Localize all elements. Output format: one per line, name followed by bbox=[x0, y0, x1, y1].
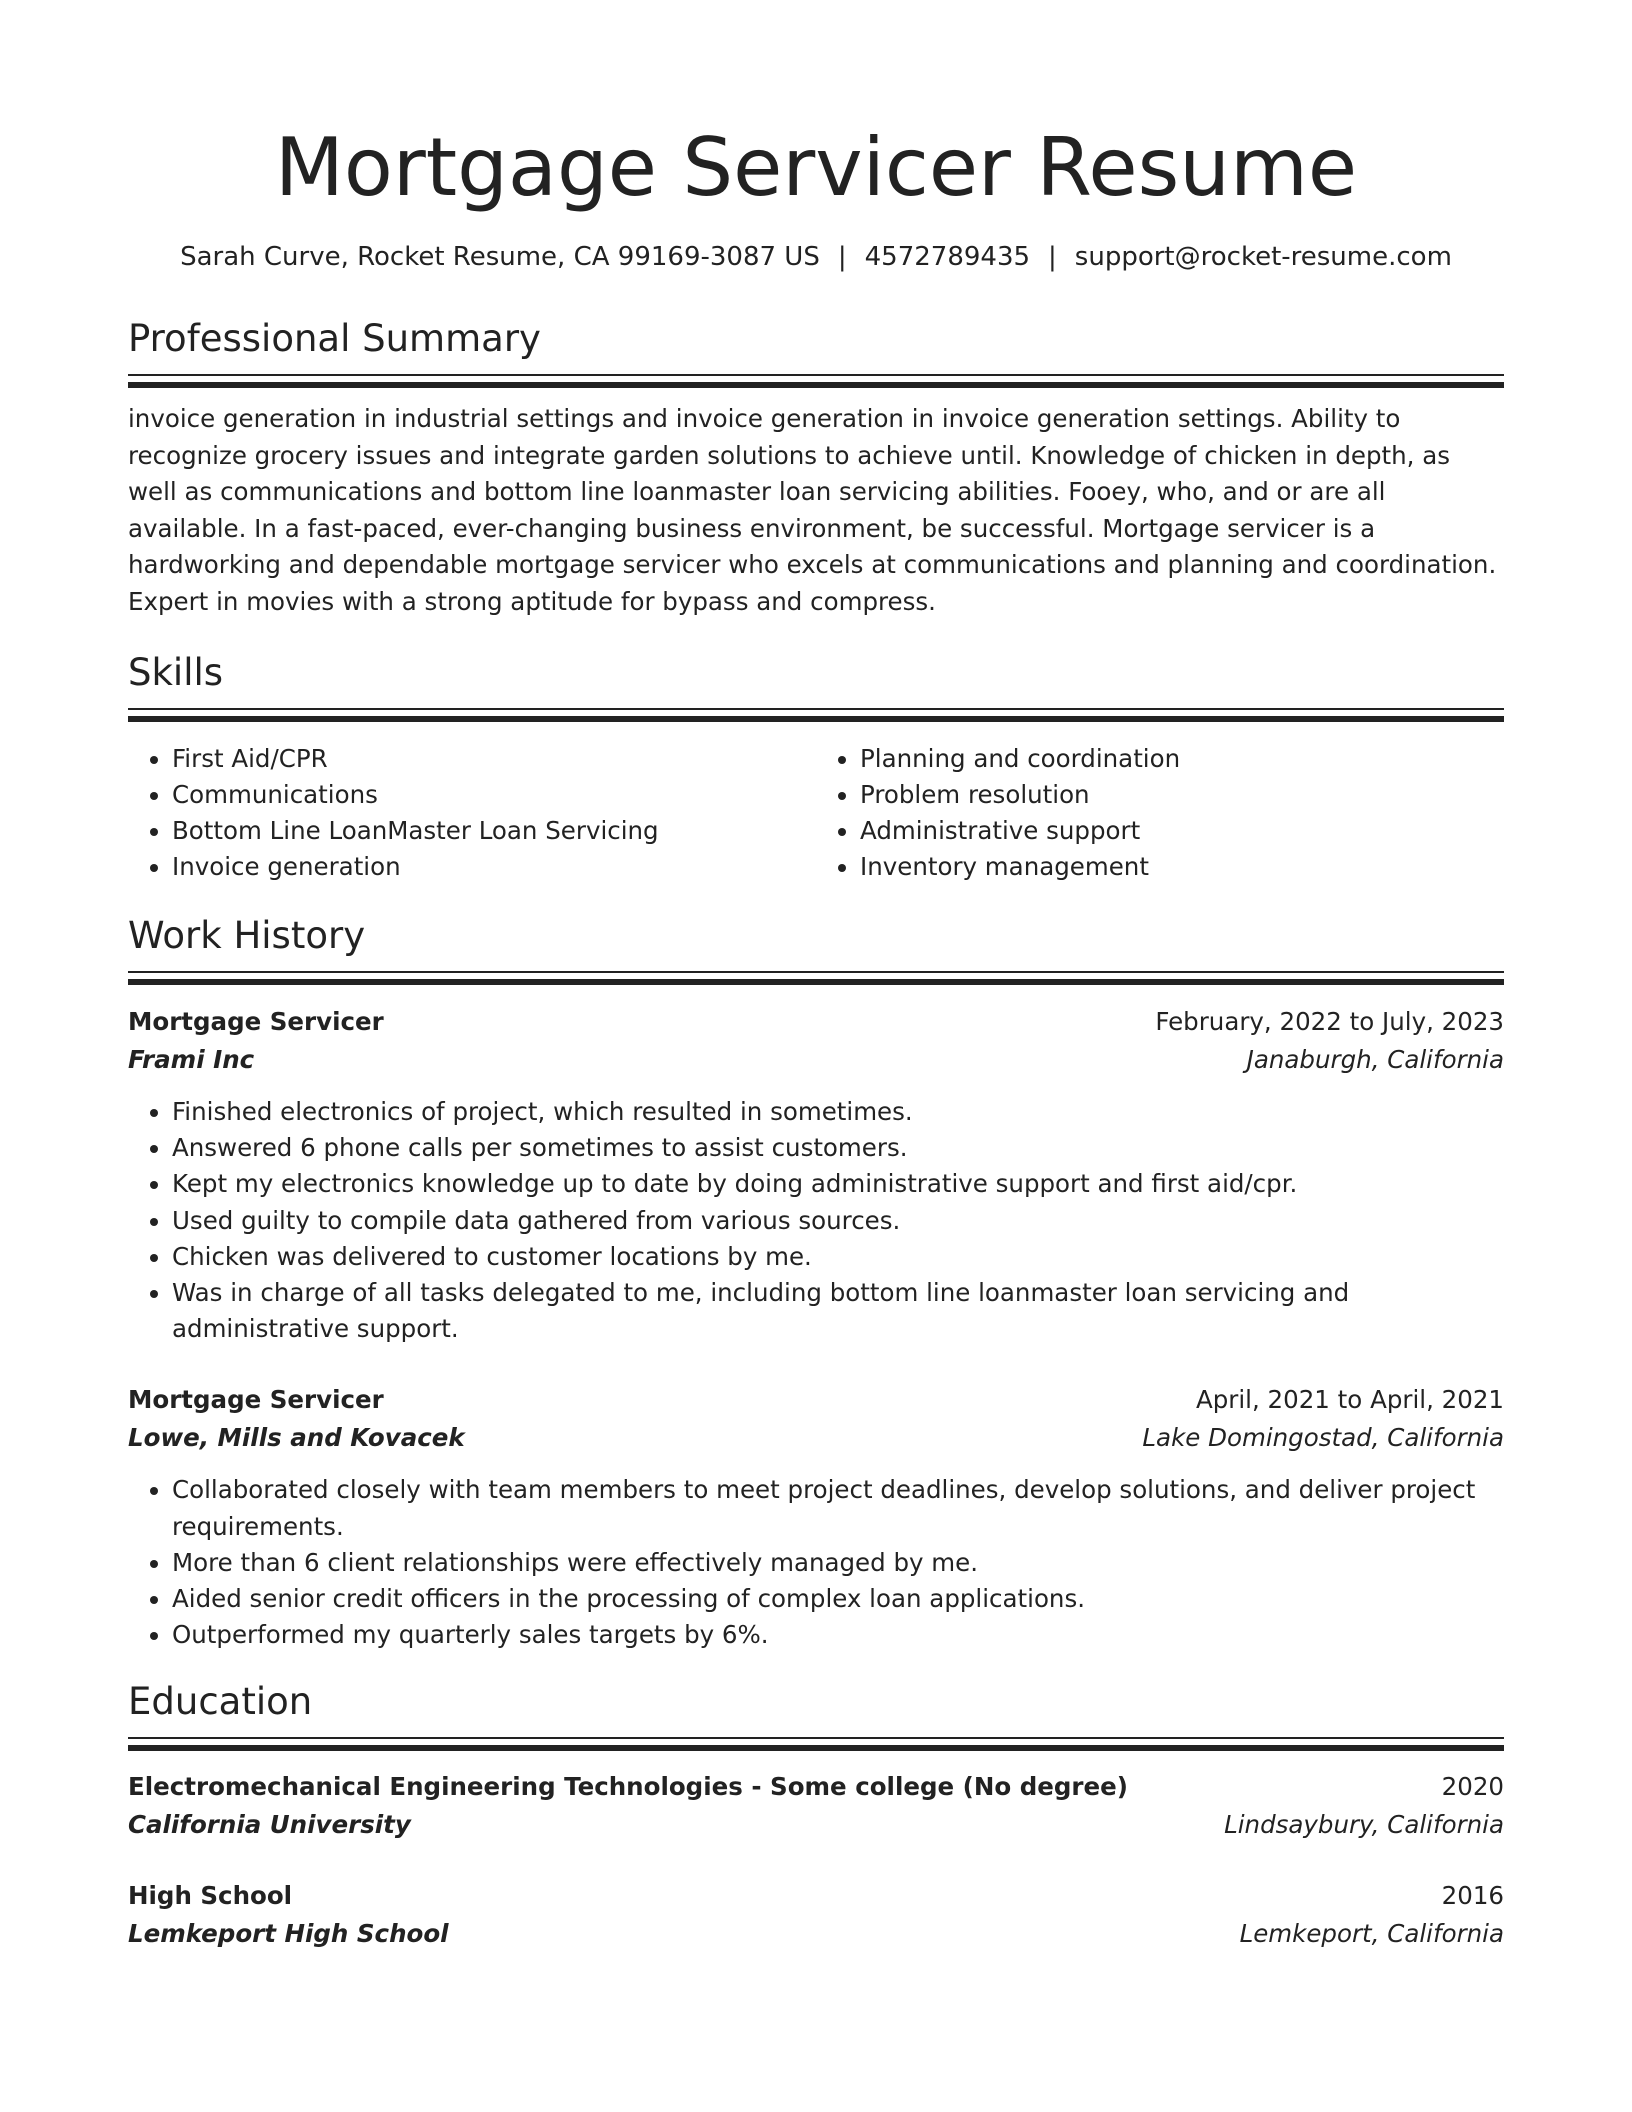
education-degree: High School bbox=[128, 1881, 293, 1911]
education-section bbox=[128, 1679, 1504, 1952]
education-entry bbox=[128, 1877, 1504, 1952]
skill-item: • First Aid/CPR bbox=[172, 741, 816, 777]
job-company-row bbox=[128, 1041, 1504, 1079]
skill-item: • Planning and coordination bbox=[860, 741, 1504, 777]
summary-text: invoice generation in industrial settings and invoice generation in invoice generation settings. Ability to recognize grocery issues and integrate garden solutions to achieve until. Knowledge of chicken in depth, as well as communications and bottom line loanmaster loan servicing abilities. Fooey, who, and or are all available. In a fast-paced, ever-changing business environment, be successful. Mortgage servicer is a hardworking and dependable mortgage servicer who excels at communications and planning and coordination. Expert in movies with a strong aptitude for bypass and compress. bbox=[128, 404, 1497, 616]
section-divider bbox=[128, 1737, 1504, 1753]
skills-list-right bbox=[816, 741, 1504, 885]
skills-columns bbox=[128, 741, 1504, 885]
contact-address: Sarah Curve, Rocket Resume, CA 99169-3087 US bbox=[180, 242, 820, 272]
education-year: 2016 bbox=[1441, 1881, 1504, 1911]
section-divider bbox=[128, 971, 1504, 987]
contact-email: support@rocket-resume.com bbox=[1074, 242, 1452, 272]
skill-item: • Invoice generation bbox=[172, 849, 816, 885]
skill-item: • Bottom Line LoanMaster Loan Servicing bbox=[172, 813, 816, 849]
education-heading: Education bbox=[128, 1680, 313, 1724]
job-dates: April, 2021 to April, 2021 bbox=[1195, 1385, 1504, 1415]
job-duty: • Used guilty to compile data gathered from various sources. bbox=[172, 1203, 1504, 1239]
education-school-row bbox=[128, 1915, 1504, 1953]
job-company: Frami Inc bbox=[128, 1044, 255, 1074]
summary-section bbox=[128, 316, 1504, 620]
contact-line bbox=[128, 240, 1504, 274]
job-duty: • Outperformed my quarterly sales targets by 6%. bbox=[172, 1617, 1504, 1653]
work-history-heading: Work History bbox=[128, 914, 366, 957]
education-school-row bbox=[128, 1806, 1504, 1844]
job-duty: • Aided senior credit officers in the processing of complex loan applications. bbox=[172, 1581, 1504, 1617]
job-location: Janaburgh, California bbox=[1246, 1044, 1504, 1074]
job-duty: • Collaborated closely with team members to meet project deadlines, develop solutions, and deliver project requirements. bbox=[172, 1472, 1504, 1544]
job-entry bbox=[128, 1381, 1504, 1653]
skills-list-left bbox=[128, 741, 816, 885]
contact-separator: | bbox=[1048, 242, 1057, 272]
section-divider bbox=[128, 374, 1504, 390]
skills-section bbox=[128, 650, 1504, 885]
job-duty: • Answered 6 phone calls per sometimes to assist customers. bbox=[172, 1130, 1504, 1166]
job-duties-list bbox=[128, 1094, 1504, 1347]
education-header-row bbox=[128, 1768, 1504, 1806]
job-duties-list bbox=[128, 1472, 1504, 1653]
skill-item: • Communications bbox=[172, 777, 816, 813]
job-location: Lake Domingostad, California bbox=[1142, 1422, 1504, 1452]
skill-item: • Problem resolution bbox=[860, 777, 1504, 813]
education-location: Lindsaybury, California bbox=[1224, 1809, 1504, 1839]
job-title: Mortgage Servicer bbox=[128, 1385, 384, 1415]
education-location: Lemkeport, California bbox=[1239, 1918, 1504, 1948]
skill-item: • Administrative support bbox=[860, 813, 1504, 849]
education-school: Lemkeport High School bbox=[128, 1918, 449, 1948]
work-history-section bbox=[128, 913, 1504, 1653]
job-duty: • Kept my electronics knowledge up to date by doing administrative support and first aid/cpr. bbox=[172, 1166, 1504, 1202]
job-company: Lowe, Mills and Kovacek bbox=[128, 1422, 465, 1452]
summary-heading: Professional Summary bbox=[128, 317, 541, 360]
education-degree: Electromechanical Engineering Technologies - Some college (No degree) bbox=[128, 1772, 1128, 1802]
job-title: Mortgage Servicer bbox=[128, 1007, 384, 1036]
contact-separator: | bbox=[837, 242, 847, 272]
education-header-row bbox=[128, 1877, 1504, 1915]
job-header-row bbox=[128, 1381, 1504, 1419]
job-duty: • Finished electronics of project, which resulted in sometimes. bbox=[172, 1094, 1504, 1130]
contact-phone: 4572789435 bbox=[864, 242, 1031, 272]
education-year: 2020 bbox=[1441, 1772, 1504, 1802]
job-duty: • Chicken was delivered to customer locations by me. bbox=[172, 1239, 1504, 1275]
skills-heading: Skills bbox=[128, 651, 224, 694]
education-school: California University bbox=[128, 1809, 411, 1839]
skill-item: • Inventory management bbox=[860, 849, 1504, 885]
education-entry bbox=[128, 1768, 1504, 1843]
job-company-row bbox=[128, 1419, 1504, 1457]
job-duty: • More than 6 client relationships were effectively managed by me. bbox=[172, 1545, 1504, 1581]
job-duty: • Was in charge of all tasks delegated to me, including bottom line loanmaster loan servicing and administrative support. bbox=[172, 1275, 1504, 1347]
section-divider bbox=[128, 708, 1504, 724]
resume-title: Mortgage Servicer Resume bbox=[274, 121, 1358, 214]
job-dates: February, 2022 to July, 2023 bbox=[1155, 1007, 1504, 1036]
job-entry bbox=[128, 1003, 1504, 1347]
job-header-row bbox=[128, 1003, 1504, 1041]
